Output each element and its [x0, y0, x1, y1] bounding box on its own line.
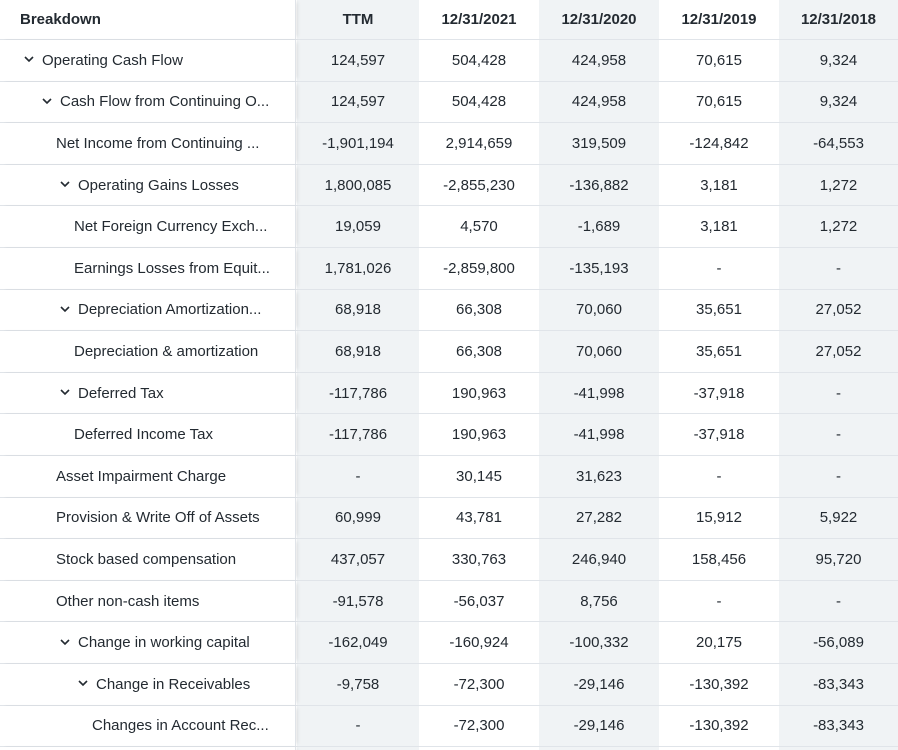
- value-cell: -1,901,194: [297, 123, 419, 164]
- value-cell: -72,300: [453, 675, 505, 693]
- value-cell: 1,272: [779, 206, 898, 247]
- value-cell: 66,308: [456, 301, 502, 319]
- value-cell: -37,918: [693, 384, 745, 402]
- value-cell: -124,842: [689, 134, 749, 152]
- value-cell: 95,720: [779, 539, 898, 580]
- value-cell: -: [779, 373, 898, 414]
- row-label-provision-write-off: [0, 498, 296, 539]
- value-cell: 31,623: [539, 456, 659, 497]
- row-label-text: Asset Impairment Charge: [56, 467, 227, 485]
- value-cell: -100,332: [539, 622, 659, 663]
- row-label-text: Earnings Losses from Equit...: [74, 259, 270, 277]
- value-cell: -: [779, 456, 898, 497]
- value-cell: -64,553: [779, 123, 898, 164]
- chevron-down-icon[interactable]: [24, 54, 34, 64]
- value-cell: -56,089: [779, 622, 898, 663]
- value-cell: -: [779, 581, 898, 622]
- value-cell: -2,859,800: [443, 259, 515, 277]
- value-cell: 5,922: [779, 498, 898, 539]
- value-cell: -83,343: [779, 706, 898, 747]
- value-cell: 504,428: [451, 93, 507, 111]
- value-cell: 3,181: [700, 218, 738, 236]
- value-cell: -41,998: [539, 373, 659, 414]
- chevron-down-icon[interactable]: [78, 678, 88, 688]
- row-label-operating-cash-flow[interactable]: [0, 40, 296, 81]
- value-cell: 9,324: [779, 82, 898, 123]
- value-cell: -: [297, 456, 419, 497]
- row-label-text: Net Income from Continuing ...: [56, 134, 260, 152]
- table-row: [0, 498, 898, 540]
- value-cell: -130,392: [689, 717, 749, 735]
- value-cell: -29,146: [539, 664, 659, 705]
- row-label-changes-account-receivable: [0, 706, 296, 747]
- value-cell: 1,781,026: [297, 248, 419, 289]
- row-label-stock-based-compensation: [0, 539, 296, 580]
- row-label-cash-flow-continuing[interactable]: [0, 82, 296, 123]
- row-label-text: Depreciation & amortization: [74, 342, 259, 360]
- value-cell: 124,597: [297, 40, 419, 81]
- table-row: [0, 414, 898, 456]
- row-label-other-non-cash: [0, 581, 296, 622]
- value-cell: 8,756: [539, 581, 659, 622]
- value-cell: 27,282: [539, 498, 659, 539]
- chevron-down-icon[interactable]: [60, 179, 70, 189]
- value-cell: -91,578: [297, 581, 419, 622]
- value-cell: 437,057: [297, 539, 419, 580]
- table-row: [0, 290, 898, 332]
- value-cell: 330,763: [451, 550, 507, 568]
- value-cell: 190,963: [451, 426, 507, 444]
- value-cell: -117,786: [297, 373, 419, 414]
- value-cell: 319,509: [539, 123, 659, 164]
- value-cell: 68,918: [297, 290, 419, 331]
- value-cell: 35,651: [696, 301, 742, 319]
- value-cell: -: [716, 259, 722, 277]
- table-row: [0, 123, 898, 165]
- row-label-depreciation-amortization-group[interactable]: [0, 290, 296, 331]
- value-cell: -29,146: [539, 706, 659, 747]
- value-cell: 124,597: [297, 82, 419, 123]
- row-label-text: Deferred Income Tax: [74, 426, 213, 444]
- value-cell: 70,060: [539, 331, 659, 372]
- value-cell: -83,343: [779, 664, 898, 705]
- value-cell: -: [716, 592, 722, 610]
- table-row: [0, 206, 898, 248]
- value-cell: 68,918: [297, 331, 419, 372]
- value-cell: 35,651: [696, 342, 742, 360]
- value-cell: 504,428: [451, 51, 507, 69]
- value-cell: -72,300: [453, 717, 505, 735]
- value-cell: -: [779, 414, 898, 455]
- table-row: [0, 82, 898, 124]
- value-cell: -117,786: [297, 414, 419, 455]
- row-label-earnings-losses-equity: [0, 248, 296, 289]
- value-cell: 158,456: [691, 550, 747, 568]
- table-row: [0, 165, 898, 207]
- column-header-2020: 12/31/2020: [539, 0, 659, 39]
- table-row: [0, 456, 898, 498]
- table-row: [0, 331, 898, 373]
- value-cell: 246,940: [539, 539, 659, 580]
- row-label-change-working-capital[interactable]: [0, 622, 296, 663]
- table-row: [0, 622, 898, 664]
- table-header: [0, 0, 898, 40]
- chevron-down-icon[interactable]: [60, 387, 70, 397]
- row-label-text: Operating Cash Flow: [42, 51, 183, 69]
- value-cell: 30,145: [456, 467, 502, 485]
- value-cell: 66,308: [456, 342, 502, 360]
- value-cell: 1,272: [779, 165, 898, 206]
- value-cell: 27,052: [779, 290, 898, 331]
- table-row: [0, 581, 898, 623]
- value-cell: 70,615: [696, 93, 742, 111]
- row-label-text: Stock based compensation: [56, 550, 237, 568]
- value-cell: 27,052: [779, 331, 898, 372]
- value-cell: 2,914,659: [445, 134, 513, 152]
- value-cell: 70,060: [539, 290, 659, 331]
- value-cell: -: [297, 706, 419, 747]
- column-header-2018: 12/31/2018: [779, 0, 898, 39]
- row-label-asset-impairment: [0, 456, 296, 497]
- value-cell: -56,037: [453, 592, 505, 610]
- value-cell: 70,615: [696, 51, 742, 69]
- value-cell: -: [779, 248, 898, 289]
- row-label-text: Change in Receivables: [96, 675, 251, 693]
- value-cell: 1,800,085: [297, 165, 419, 206]
- table-row: [0, 664, 898, 706]
- row-label-depreciation-amortization: [0, 331, 296, 372]
- value-cell: -130,392: [689, 675, 749, 693]
- row-label-text: Operating Gains Losses: [78, 176, 239, 194]
- value-cell: 60,999: [297, 498, 419, 539]
- value-cell: -9,758: [297, 664, 419, 705]
- value-cell: -136,882: [539, 165, 659, 206]
- value-cell: 15,912: [696, 509, 742, 527]
- table-row: [0, 539, 898, 581]
- row-label-net-income-continuing: [0, 123, 296, 164]
- table-row: [0, 706, 898, 748]
- value-cell: 9,324: [779, 40, 898, 81]
- value-cell: -135,193: [539, 248, 659, 289]
- column-header-ttm: TTM: [297, 0, 419, 39]
- row-label-change-receivables[interactable]: [0, 664, 296, 705]
- row-label-text: Net Foreign Currency Exch...: [74, 218, 268, 236]
- column-header-2019: 12/31/2019: [681, 11, 757, 28]
- value-cell: 43,781: [456, 509, 502, 527]
- row-label-text: Changes in Account Rec...: [92, 717, 269, 735]
- table-row: [0, 248, 898, 290]
- row-label-text: Other non-cash items: [56, 592, 200, 610]
- table-row: [0, 40, 898, 82]
- value-cell: -: [716, 467, 722, 485]
- row-label-text: Deferred Tax: [78, 384, 164, 402]
- value-cell: -162,049: [297, 622, 419, 663]
- value-cell: 4,570: [460, 218, 498, 236]
- row-label-text: Depreciation Amortization...: [78, 301, 262, 319]
- row-label-deferred-tax[interactable]: [0, 373, 296, 414]
- row-label-text: Change in working capital: [78, 634, 250, 652]
- value-cell: 20,175: [696, 634, 742, 652]
- row-label-operating-gains-losses[interactable]: [0, 165, 296, 206]
- breakdown-header: Breakdown: [0, 0, 296, 39]
- table-row: [0, 373, 898, 415]
- row-label-text: Provision & Write Off of Assets: [56, 509, 260, 527]
- chevron-down-icon[interactable]: [42, 96, 52, 106]
- value-cell: 424,958: [539, 40, 659, 81]
- value-cell: -37,918: [693, 426, 745, 444]
- chevron-down-icon[interactable]: [60, 304, 70, 314]
- value-cell: -41,998: [539, 414, 659, 455]
- chevron-down-icon[interactable]: [60, 637, 70, 647]
- value-cell: -2,855,230: [443, 176, 515, 194]
- value-cell: 19,059: [297, 206, 419, 247]
- value-cell: 3,181: [700, 176, 738, 194]
- row-label-net-foreign-currency: [0, 206, 296, 247]
- column-header-2021: 12/31/2021: [441, 11, 517, 28]
- row-label-text: Cash Flow from Continuing O...: [60, 93, 270, 111]
- value-cell: 190,963: [451, 384, 507, 402]
- value-cell: -1,689: [539, 206, 659, 247]
- row-label-deferred-income-tax: [0, 414, 296, 455]
- value-cell: -160,924: [449, 634, 509, 652]
- value-cell: 424,958: [539, 82, 659, 123]
